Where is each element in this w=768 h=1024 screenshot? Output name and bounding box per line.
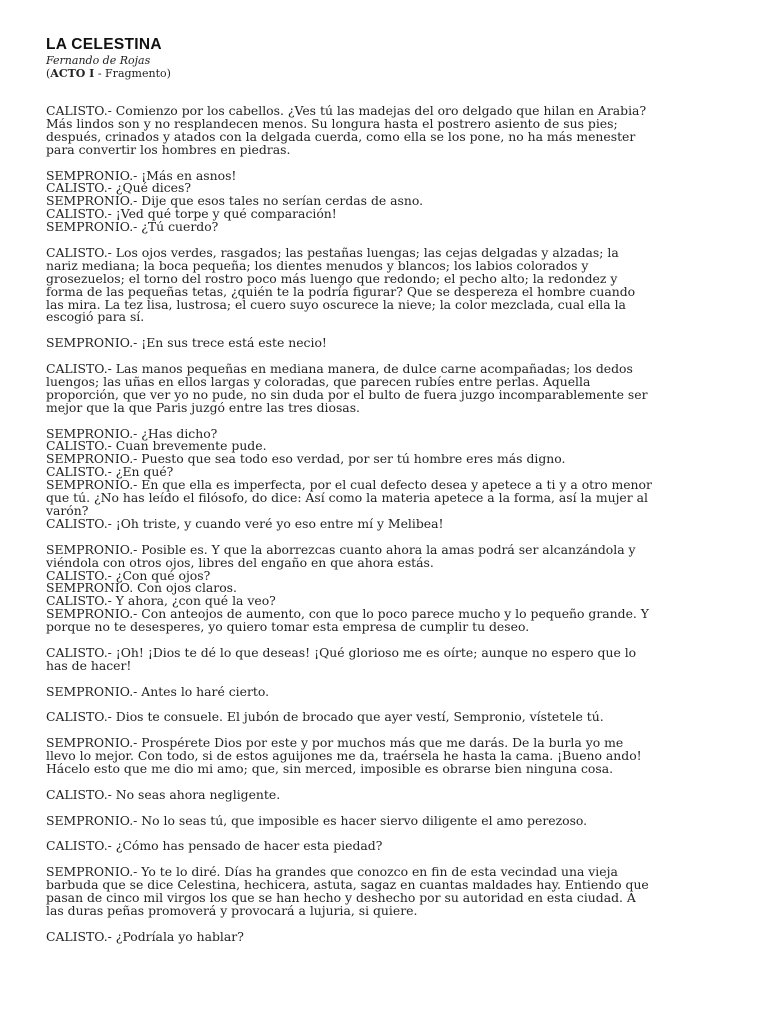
dialogue-line: llevo lo mejor. Con todo, si de estos aguijones me da, traérsela he hasta la cama. ¡Bueno ando! [46,748,642,764]
dialogue-line: barbuda que se dice Celestina, hechicera, astuta, sagaz en cuantas maldades hay. Entiendo que [46,877,649,893]
dialogue-line: SEMPRONIO.- ¿Has dicho? [46,425,218,441]
dialogue-paragraph [46,363,726,415]
dialogue-line: porque no te desesperes, yo quiero tomar esta empresa de cumplir tu deseo. [46,619,530,635]
dialogue-line: CALISTO.- No seas ahora negligente. [46,786,281,802]
dialogue-paragraph [46,167,726,235]
dialogue-line: CALISTO.- Dios te consuele. El jubón de brocado que ayer vestí, Sempronio, vístetele tú. [46,709,604,725]
act-rest: - Fragmento) [94,67,171,80]
dialogue-line: pasan de cinco mil virgos los que se han hecho y deshecho por su autoridad en esta ciudad. A [46,890,636,906]
dialogue-line: proporción, que ver yo no pude, no sin duda por el bulto de fuera juzgo incomparablemente ser [46,386,648,402]
dialogue-line: SEMPRONIO.- ¡Más en asnos! [46,167,237,183]
dialogue-line: escogió para sí. [46,309,145,325]
dialogue-line: CALISTO.- Las manos pequeñas en mediana manera, de dulce carne acompañadas; los dedos [46,361,633,377]
dialogue-line: has de hacer! [46,657,132,673]
dialogue-line: CALISTO.- ¡Oh triste, y cuando veré yo eso entre mí y Melibea! [46,515,444,531]
dialogue-line: SEMPRONIO.- Prospérete Dios por este y por muchos más que me darás. De la burla yo me [46,735,624,751]
dialogue-body [46,105,726,944]
dialogue-line: CALISTO.- Cuan brevemente pude. [46,438,267,454]
dialogue-line: Hácelo esto que me dio mi amo; que, sin merced, imposible es obrarse bien ninguna cosa. [46,761,614,777]
dialogue-line: SEMPRONIO.- En que ella es imperfecta, por el cual defecto desea y apetece a ti y a otro menor [46,477,652,493]
dialogue-paragraph [46,683,726,699]
dialogue-line: CALISTO.- ¿Qué dices? [46,180,192,196]
dialogue-paragraph [46,786,726,802]
dialogue-line: varón? [46,503,89,519]
dialogue-line: CALISTO.- Comienzo por los cabellos. ¿Ves tú las madejas del oro delgado que hilan en Arabia? [46,103,647,118]
dialogue-paragraph [46,244,726,325]
dialogue-line: SEMPRONIO.- Puesto que sea todo eso verdad, por ser tú hombre eres más digno. [46,451,566,467]
dialogue-line: después, crinados y atados con la delgada cuerda, como ella se los pone, no ha más menester [46,128,636,144]
dialogue-line: mejor que la que Paris juzgó entre las tres diosas. [46,399,360,415]
dialogue-paragraph [46,866,726,918]
dialogue-line: CALISTO.- ¿Con qué ojos? [46,567,211,583]
dialogue-line: SEMPRONIO.- Dije que esos tales no serían cerdas de asno. [46,193,424,209]
dialogue-line: para convertir los hombres en piedras. [46,141,291,157]
dialogue-paragraph [46,928,726,944]
dialogue-line: SEMPRONIO.- Yo te lo diré. Días ha grandes que conozco en fin de esta vecindad una vieja [46,864,618,880]
document-title: LA CELESTINA [46,36,162,53]
dialogue-paragraph [46,425,726,531]
dialogue-line: nariz mediana; la boca pequeña; los dientes menudos y blancos; los labios colorados y [46,257,589,273]
dialogue-line: SEMPRONIO.- Antes lo haré cierto. [46,683,270,699]
dialogue-line: SEMPRONIO.- Con anteojos de aumento, con que lo poco parece mucho y lo pequeño grande. Y [46,606,649,622]
act-open: ( [46,67,51,80]
act-subtitle [46,67,726,80]
author-name: Fernando de Rojas [46,54,151,67]
dialogue-line: viéndola con otros ojos, libres del engaño en que ahora estás. [46,554,434,570]
dialogue-line: luengos; las uñas en ellos largas y coloradas, que parecen rubíes entre perlas. Aquella [46,373,591,389]
dialogue-line: SEMPRONIO.- ¿Tú cuerdo? [46,219,219,235]
dialogue-paragraph [46,644,726,673]
dialogue-line: las mira. La tez lisa, lustrosa; el cuero suyo oscurece la nieve; la color mezclada, cual ella la [46,296,626,312]
dialogue-paragraph [46,337,726,350]
dialogue-paragraph [46,812,726,828]
dialogue-line: CALISTO.- ¿Cómo has pensado de hacer esta piedad? [46,838,383,854]
dialogue-line: CALISTO.- Los ojos verdes, rasgados; las pestañas luengas; las cejas delgadas y alzadas; la [46,244,619,260]
dialogue-line: SEMPRONIO.- Posible es. Y que la aborrezcas cuanto ahora la amas podrá ser alcanzándola y [46,541,636,557]
dialogue-line: CALISTO.- ¡Oh! ¡Dios te dé lo que deseas! ¡Qué glorioso me es oírte; aunque no espero que lo [46,644,637,660]
dialogue-line: SEMPRONIO.- No lo seas tú, que imposible es hacer siervo diligente el amo perezoso. [46,812,588,828]
dialogue-line: grosezuelos; el torno del rostro poco más luengo que redondo; el pecho alto; la redondez y [46,270,618,286]
dialogue-line: Más lindos son y no resplandecen menos. Su longura hasta el postrero asiento de sus pies; [46,115,618,131]
dialogue-paragraph [46,711,726,724]
dialogue-line: CALISTO.- ¿En qué? [46,464,174,480]
act-label: ACTO I [50,67,95,80]
dialogue-line: SEMPRONIO.- ¡En sus trece está este necio! [46,335,327,351]
dialogue-line: las duras peñas promoverá y provocará a lujuria, si quiere. [46,902,418,918]
dialogue-line: CALISTO.- ¿Podríala yo hablar? [46,928,244,944]
document-page [46,36,726,957]
dialogue-line: forma de las pequeñas tetas, ¿quién te la podría figurar? Que se despereza el hombre cuando [46,283,636,299]
dialogue-paragraph [46,737,726,776]
dialogue-line: CALISTO.- Y ahora, ¿con qué la veo? [46,593,276,609]
dialogue-line: CALISTO.- ¡Ved qué torpe y qué comparación! [46,206,337,222]
dialogue-paragraph [46,840,726,853]
dialogue-paragraph [46,541,726,635]
dialogue-line: que tú. ¿No has leído el filósofo, do dice: Así como la materia apetece a la forma, así la mujer al [46,490,648,506]
dialogue-line: SEMPRONIO. Con ojos claros. [46,580,237,596]
dialogue-paragraph [46,105,726,157]
